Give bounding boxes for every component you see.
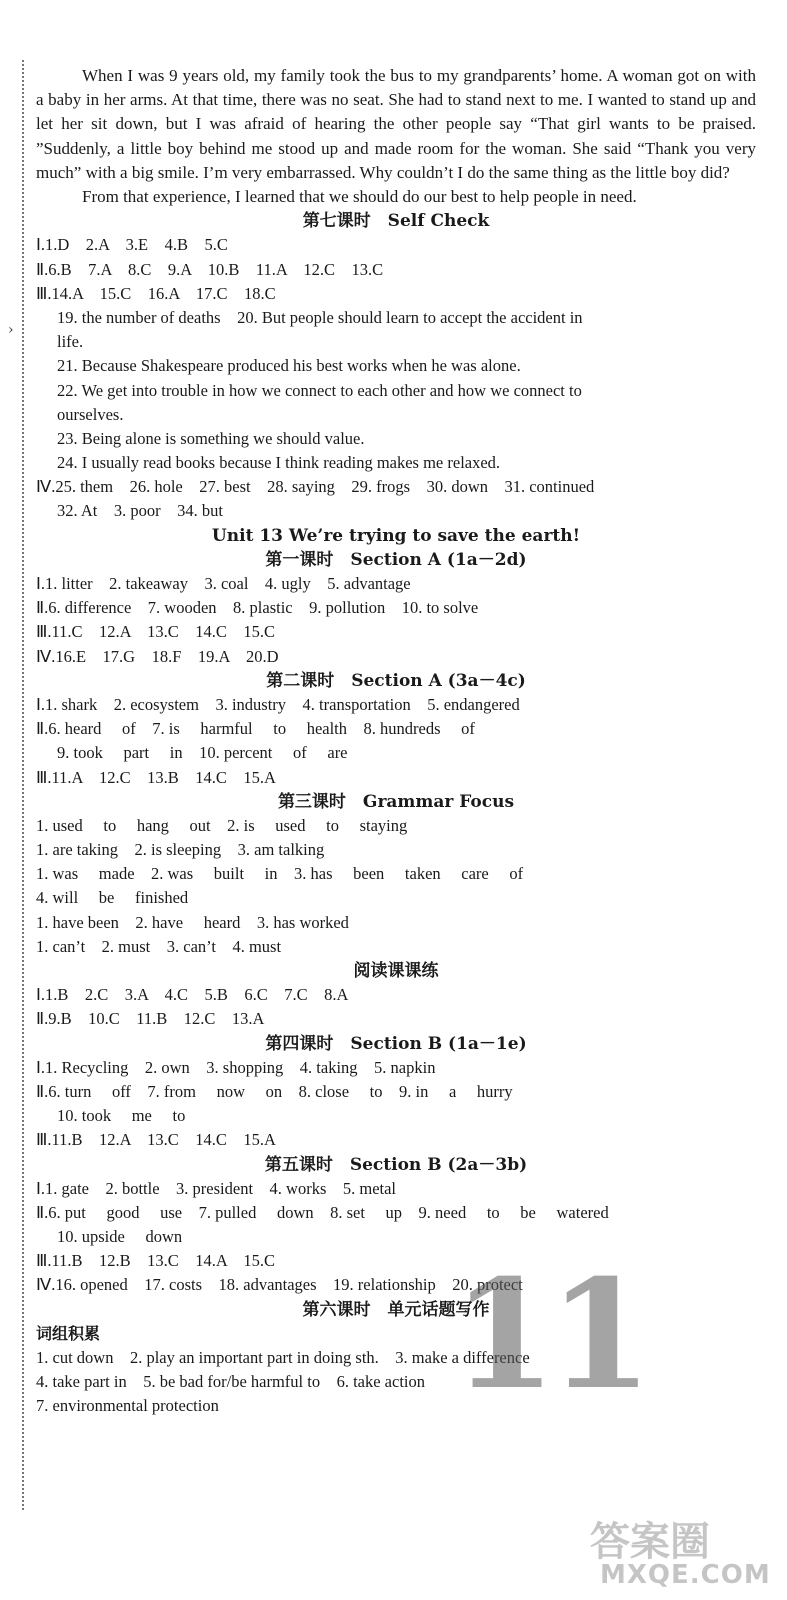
answer-line: Ⅰ.1. Recycling 2. own 3. shopping 4. taking 5. napkin — [36, 1057, 436, 1077]
answer-line: 7. environmental protection — [36, 1396, 219, 1416]
answer-line: Ⅳ.16.E 17.G 18.F 19.A 20.D — [36, 646, 279, 666]
reading-answers — [36, 983, 756, 1031]
answer-line: 1. was made 2. was built in 3. has been taken care of — [36, 864, 524, 884]
answer-line: 1. used to hang out 2. is used to staying — [36, 815, 408, 835]
section-heading-lesson-5: 第五课时 Section B (2a－3b) — [264, 1154, 528, 1175]
watermark-logo — [590, 1510, 780, 1595]
answer-line: Ⅱ.9.B 10.C 11.B 12.C 13.A — [36, 1009, 265, 1029]
margin-mark: › — [8, 322, 14, 338]
phrase-accumulation-label: 词组积累 — [36, 1323, 101, 1343]
page-number: 11 — [452, 1247, 645, 1423]
lesson-5-answers — [36, 1177, 756, 1298]
section-heading-lesson-4: 第四课时 Section B (1a－1e) — [265, 1033, 527, 1054]
answer-line: 4. will be finished — [36, 888, 189, 908]
section-heading-self-check: 第七课时 Self Check — [302, 211, 490, 232]
answer-line: Ⅰ.1.B 2.C 3.A 4.C 5.B 6.C 7.C 8.A — [36, 985, 349, 1005]
answer-line: Ⅲ.11.C 12.A 13.C 14.C 15.C — [36, 622, 276, 642]
answer-line: Ⅰ.1.D 2.A 3.E 4.B 5.C — [36, 235, 228, 255]
lesson-1-answers — [36, 572, 756, 669]
answer-line: 4. take part in 5. be bad for/be harmful to 6. take action — [36, 1372, 425, 1392]
answer-line: 24. I usually read books because I think reading makes me relaxed. — [57, 453, 501, 473]
story-paragraph-1: When I was 9 years old, my family took the bus to my grandparents’ home. A woman got on with a baby in her arms. At that time, there was no seat. She had to stand next to me. I wanted to stand up and let her sit down, but I was afraid of hearing the other people say “That girl wants to be praised. ”Suddenly, a little boy behind me stood up and made room for the woman. She said “Thank you very much” with a big smile. I’m very embarrassed. Why couldn’t I do the same thing as the little boy did? — [36, 66, 756, 182]
answer-line: 9. took part in 10. percent of are — [57, 743, 348, 763]
answer-line: 1. are taking 2. is sleeping 3. am talking — [36, 840, 325, 860]
answer-line: Ⅱ.6.B 7.A 8.C 9.A 10.B 11.A 12.C 13.C — [36, 259, 384, 279]
answer-line: Ⅳ.25. them 26. hole 27. best 28. saying 29. frogs 30. down 31. continued — [36, 477, 595, 497]
answer-line: 10. upside down — [57, 1227, 183, 1247]
answer-line: Ⅰ.1. gate 2. bottle 3. president 4. works 5. metal — [36, 1178, 397, 1198]
lesson-3-answers — [36, 814, 756, 959]
answer-line: Ⅲ.11.B 12.B 13.C 14.A 15.C — [36, 1251, 276, 1271]
lesson-2-answers — [36, 693, 756, 790]
lesson-6-phrases — [36, 1346, 756, 1419]
section-heading-lesson-6: 第六课时 单元话题写作 — [302, 1299, 490, 1320]
answer-line: 1. can’t 2. must 3. can’t 4. must — [36, 936, 282, 956]
answer-line: Ⅱ.6. heard of 7. is harmful to health 8. hundreds of — [36, 719, 475, 739]
watermark-logo-text: 答案圈 — [590, 1519, 710, 1565]
lesson-4-answers — [36, 1056, 756, 1153]
answer-line: Ⅲ.11.A 12.C 13.B 14.C 15.A — [36, 767, 276, 787]
answer-line: 32. At 3. poor 34. but — [57, 501, 223, 521]
answer-line: 23. Being alone is something we should value. — [57, 428, 365, 448]
unit-title: Unit 13 We’re trying to save the earth! — [211, 525, 581, 546]
answer-line: 22. We get into trouble in how we connect to each other and how we connect to — [57, 380, 582, 400]
section-heading-lesson-3: 第三课时 Grammar Focus — [277, 791, 515, 812]
answer-line: Ⅱ.6. put good use 7. pulled down 8. set up 9. need to be watered — [36, 1202, 609, 1222]
watermark-site: MXQE.COM — [600, 1560, 771, 1590]
answer-line: Ⅳ.16. opened 17. costs 18. advantages 19. relationship 20. protect — [36, 1275, 523, 1295]
answer-line: Ⅲ.11.B 12.A 13.C 14.C 15.A — [36, 1130, 276, 1150]
self-check-answers — [36, 233, 756, 523]
answer-line: Ⅲ.14.A 15.C 16.A 17.C 18.C — [36, 283, 276, 303]
section-heading-lesson-2: 第二课时 Section A (3a－4c) — [266, 670, 526, 691]
answer-line: ourselves. — [57, 404, 124, 424]
answer-line: 1. have been 2. have heard 3. has worked — [36, 912, 349, 932]
answer-line: 1. cut down 2. play an important part in doing sth. 3. make a difference — [36, 1348, 530, 1368]
binding-dotted-line — [22, 60, 24, 1510]
section-heading-reading: 阅读课课练 — [353, 961, 439, 982]
section-heading-lesson-1: 第一课时 Section A (1a－2d) — [265, 549, 527, 570]
answer-line: Ⅰ.1. shark 2. ecosystem 3. industry 4. transportation 5. endangered — [36, 694, 520, 714]
story-paragraph-2: From that experience, I learned that we should do our best to help people in need. — [82, 187, 637, 207]
answer-line: life. — [57, 332, 84, 352]
answer-line: 21. Because Shakespeare produced his best works when he was alone. — [57, 356, 521, 376]
answer-line: 10. took me to — [57, 1106, 186, 1126]
answer-page — [36, 64, 756, 1423]
answer-line: 19. the number of deaths 20. But people should learn to accept the accident in — [57, 307, 583, 327]
answer-line: Ⅱ.6. turn off 7. from now on 8. close to 9. in a hurry — [36, 1081, 513, 1101]
answer-line: Ⅰ.1. litter 2. takeaway 3. coal 4. ugly 5. advantage — [36, 574, 411, 594]
answer-line: Ⅱ.6. difference 7. wooden 8. plastic 9. pollution 10. to solve — [36, 598, 479, 618]
